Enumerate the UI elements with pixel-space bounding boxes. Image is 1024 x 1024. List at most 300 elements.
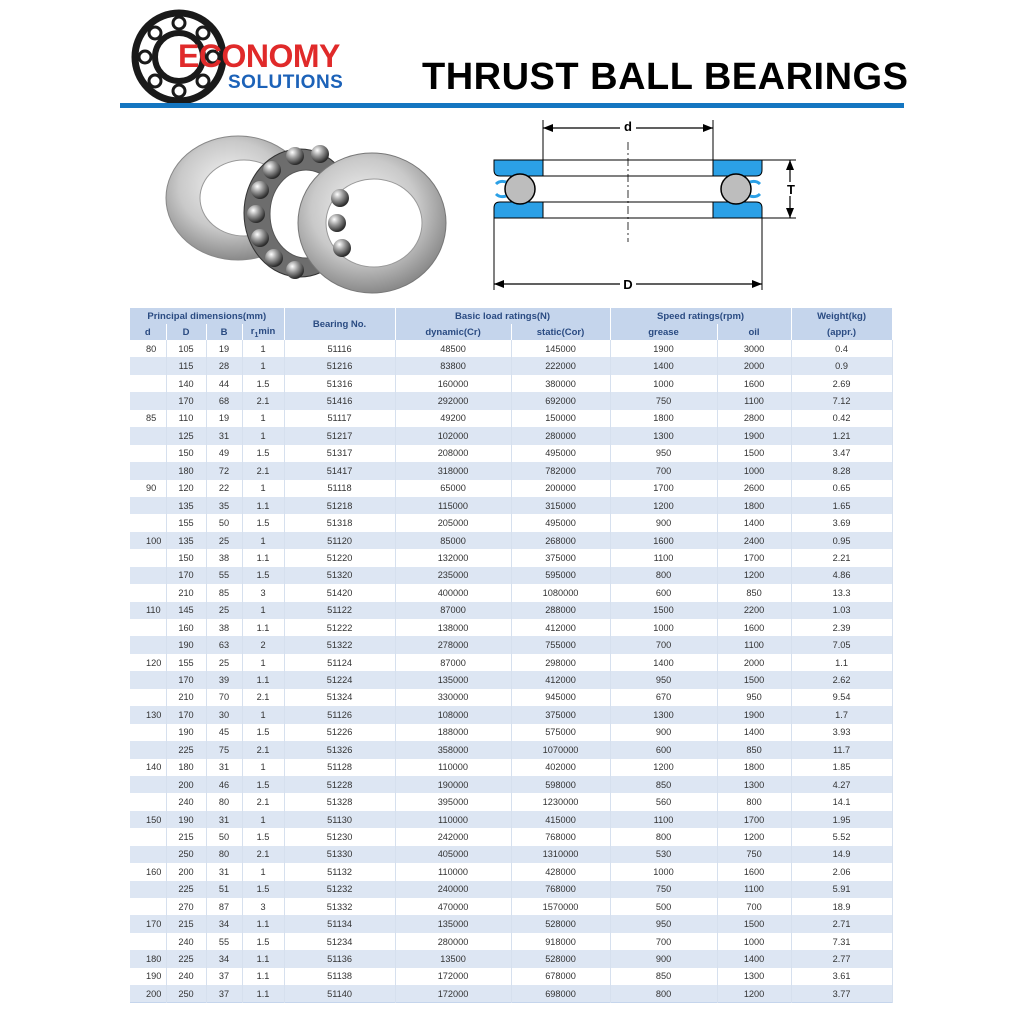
cell-oil: 1600 bbox=[717, 619, 791, 636]
cell-weight: 1.7 bbox=[791, 706, 892, 723]
cell-static: 698000 bbox=[511, 985, 610, 1002]
table-row bbox=[130, 811, 892, 828]
cell-static: 495000 bbox=[511, 445, 610, 462]
cell-weight: 2.21 bbox=[791, 549, 892, 566]
cell-static: 945000 bbox=[511, 689, 610, 706]
cell-grease: 1600 bbox=[610, 532, 717, 549]
table-row bbox=[130, 340, 892, 357]
cell-rmin: 1.5 bbox=[242, 375, 284, 392]
table-row bbox=[130, 514, 892, 531]
table-row bbox=[130, 915, 892, 932]
cell-D: 125 bbox=[166, 427, 206, 444]
cell-B: 50 bbox=[206, 828, 242, 845]
cell-grease: 1400 bbox=[610, 654, 717, 671]
cell-rmin: 1 bbox=[242, 811, 284, 828]
cell-rmin: 1.1 bbox=[242, 497, 284, 514]
cell-bearing-no: 51420 bbox=[284, 584, 395, 601]
cell-d bbox=[130, 741, 166, 758]
cell-bearing-no: 51120 bbox=[284, 532, 395, 549]
cell-static: 1080000 bbox=[511, 584, 610, 601]
cell-oil: 2800 bbox=[717, 410, 791, 427]
cell-d bbox=[130, 793, 166, 810]
cell-d: 160 bbox=[130, 863, 166, 880]
col-grease-header: grease bbox=[610, 324, 717, 340]
cell-grease: 1300 bbox=[610, 427, 717, 444]
cell-dynamic: 172000 bbox=[395, 985, 511, 1002]
cell-grease: 850 bbox=[610, 776, 717, 793]
cell-dynamic: 49200 bbox=[395, 410, 511, 427]
col-B-header: B bbox=[206, 324, 242, 340]
cell-d bbox=[130, 619, 166, 636]
cell-weight: 2.71 bbox=[791, 915, 892, 932]
load-ratings-header: Basic load ratings(N) bbox=[395, 308, 610, 324]
cell-static: 298000 bbox=[511, 654, 610, 671]
cell-rmin: 2.1 bbox=[242, 846, 284, 863]
cell-rmin: 1.5 bbox=[242, 445, 284, 462]
page-title: THRUST BALL BEARINGS bbox=[422, 56, 909, 98]
cell-weight: 7.12 bbox=[791, 392, 892, 409]
cell-rmin: 1.1 bbox=[242, 950, 284, 967]
cell-bearing-no: 51216 bbox=[284, 357, 395, 374]
table-row bbox=[130, 619, 892, 636]
cell-D: 270 bbox=[166, 898, 206, 915]
cell-oil: 1400 bbox=[717, 724, 791, 741]
table-row bbox=[130, 724, 892, 741]
cell-bearing-no: 51326 bbox=[284, 741, 395, 758]
cell-D: 240 bbox=[166, 933, 206, 950]
cell-d bbox=[130, 933, 166, 950]
cell-bearing-no: 51132 bbox=[284, 863, 395, 880]
cell-rmin: 1 bbox=[242, 410, 284, 427]
cell-static: 755000 bbox=[511, 636, 610, 653]
cell-grease: 500 bbox=[610, 898, 717, 915]
cell-D: 200 bbox=[166, 863, 206, 880]
cell-d bbox=[130, 584, 166, 601]
cell-d bbox=[130, 392, 166, 409]
cell-D: 215 bbox=[166, 828, 206, 845]
table-row bbox=[130, 776, 892, 793]
cell-D: 155 bbox=[166, 654, 206, 671]
cell-weight: 1.85 bbox=[791, 759, 892, 776]
cell-static: 315000 bbox=[511, 497, 610, 514]
table-row bbox=[130, 654, 892, 671]
cell-d bbox=[130, 828, 166, 845]
cell-oil: 1100 bbox=[717, 392, 791, 409]
cell-static: 768000 bbox=[511, 828, 610, 845]
cell-dynamic: 318000 bbox=[395, 462, 511, 479]
cell-weight: 1.21 bbox=[791, 427, 892, 444]
cell-D: 190 bbox=[166, 811, 206, 828]
cell-rmin: 1 bbox=[242, 427, 284, 444]
cell-B: 44 bbox=[206, 375, 242, 392]
cell-D: 135 bbox=[166, 532, 206, 549]
cell-weight: 3.77 bbox=[791, 985, 892, 1002]
cell-bearing-no: 51217 bbox=[284, 427, 395, 444]
cell-rmin: 1.1 bbox=[242, 985, 284, 1002]
cell-d: 200 bbox=[130, 985, 166, 1002]
cell-static: 1230000 bbox=[511, 793, 610, 810]
cell-D: 225 bbox=[166, 741, 206, 758]
cell-grease: 1700 bbox=[610, 480, 717, 497]
cell-static: 412000 bbox=[511, 619, 610, 636]
cell-oil: 1900 bbox=[717, 427, 791, 444]
cell-rmin: 1.5 bbox=[242, 724, 284, 741]
table-row bbox=[130, 741, 892, 758]
table-row bbox=[130, 671, 892, 688]
cell-rmin: 1 bbox=[242, 654, 284, 671]
cell-static: 1570000 bbox=[511, 898, 610, 915]
cell-weight: 0.95 bbox=[791, 532, 892, 549]
cell-weight: 14.1 bbox=[791, 793, 892, 810]
cell-dynamic: 358000 bbox=[395, 741, 511, 758]
cell-dynamic: 330000 bbox=[395, 689, 511, 706]
cell-oil: 1700 bbox=[717, 549, 791, 566]
cell-bearing-no: 51220 bbox=[284, 549, 395, 566]
cell-D: 180 bbox=[166, 462, 206, 479]
cell-weight: 8.28 bbox=[791, 462, 892, 479]
cell-rmin: 1 bbox=[242, 340, 284, 357]
cell-d bbox=[130, 671, 166, 688]
cell-B: 38 bbox=[206, 549, 242, 566]
cell-dynamic: 470000 bbox=[395, 898, 511, 915]
cell-dynamic: 110000 bbox=[395, 811, 511, 828]
cell-bearing-no: 51318 bbox=[284, 514, 395, 531]
cell-weight: 7.05 bbox=[791, 636, 892, 653]
cell-oil: 1400 bbox=[717, 514, 791, 531]
dimension-T-label: T bbox=[787, 182, 795, 197]
cell-static: 495000 bbox=[511, 514, 610, 531]
cell-grease: 1100 bbox=[610, 811, 717, 828]
weight-header: Weight(kg) bbox=[791, 308, 892, 324]
cell-B: 25 bbox=[206, 602, 242, 619]
cell-B: 31 bbox=[206, 863, 242, 880]
cell-d bbox=[130, 567, 166, 584]
cell-bearing-no: 51316 bbox=[284, 375, 395, 392]
cell-d: 190 bbox=[130, 968, 166, 985]
cell-dynamic: 135000 bbox=[395, 671, 511, 688]
cell-B: 37 bbox=[206, 968, 242, 985]
cell-oil: 2000 bbox=[717, 357, 791, 374]
cell-dynamic: 48500 bbox=[395, 340, 511, 357]
table-row bbox=[130, 584, 892, 601]
cell-rmin: 1.1 bbox=[242, 549, 284, 566]
cell-oil: 1400 bbox=[717, 950, 791, 967]
cell-dynamic: 138000 bbox=[395, 619, 511, 636]
cell-B: 25 bbox=[206, 654, 242, 671]
cell-dynamic: 208000 bbox=[395, 445, 511, 462]
cell-B: 55 bbox=[206, 567, 242, 584]
cell-B: 34 bbox=[206, 950, 242, 967]
cell-weight: 1.95 bbox=[791, 811, 892, 828]
cell-d: 150 bbox=[130, 811, 166, 828]
table-row bbox=[130, 549, 892, 566]
cell-static: 528000 bbox=[511, 950, 610, 967]
cell-dynamic: 87000 bbox=[395, 602, 511, 619]
cell-grease: 1000 bbox=[610, 375, 717, 392]
cell-D: 240 bbox=[166, 968, 206, 985]
cell-rmin: 2.1 bbox=[242, 793, 284, 810]
cell-rmin: 2 bbox=[242, 636, 284, 653]
cell-bearing-no: 51228 bbox=[284, 776, 395, 793]
cell-d bbox=[130, 881, 166, 898]
cell-rmin: 1 bbox=[242, 863, 284, 880]
cell-static: 380000 bbox=[511, 375, 610, 392]
cell-grease: 700 bbox=[610, 636, 717, 653]
cell-B: 31 bbox=[206, 811, 242, 828]
cell-D: 190 bbox=[166, 636, 206, 653]
cell-weight: 4.86 bbox=[791, 567, 892, 584]
cell-rmin: 1.1 bbox=[242, 619, 284, 636]
cell-D: 170 bbox=[166, 567, 206, 584]
cell-d bbox=[130, 462, 166, 479]
cell-static: 678000 bbox=[511, 968, 610, 985]
cell-D: 250 bbox=[166, 846, 206, 863]
cell-grease: 800 bbox=[610, 985, 717, 1002]
bearing-no-header: Bearing No. bbox=[284, 308, 395, 340]
cell-B: 37 bbox=[206, 985, 242, 1002]
cell-B: 35 bbox=[206, 497, 242, 514]
table-row bbox=[130, 793, 892, 810]
cell-bearing-no: 51130 bbox=[284, 811, 395, 828]
cell-oil: 1300 bbox=[717, 968, 791, 985]
cell-static: 280000 bbox=[511, 427, 610, 444]
cell-bearing-no: 51124 bbox=[284, 654, 395, 671]
cell-B: 70 bbox=[206, 689, 242, 706]
cell-rmin: 1.1 bbox=[242, 671, 284, 688]
cell-bearing-no: 51232 bbox=[284, 881, 395, 898]
cell-dynamic: 110000 bbox=[395, 863, 511, 880]
cell-rmin: 2.1 bbox=[242, 689, 284, 706]
cell-d bbox=[130, 549, 166, 566]
cell-bearing-no: 51136 bbox=[284, 950, 395, 967]
cell-oil: 800 bbox=[717, 793, 791, 810]
cell-grease: 850 bbox=[610, 968, 717, 985]
cell-D: 180 bbox=[166, 759, 206, 776]
cell-D: 215 bbox=[166, 915, 206, 932]
cell-grease: 700 bbox=[610, 933, 717, 950]
cell-dynamic: 13500 bbox=[395, 950, 511, 967]
cell-static: 150000 bbox=[511, 410, 610, 427]
cell-oil: 1500 bbox=[717, 671, 791, 688]
cell-bearing-no: 51416 bbox=[284, 392, 395, 409]
cell-static: 528000 bbox=[511, 915, 610, 932]
cell-weight: 2.62 bbox=[791, 671, 892, 688]
cell-weight: 1.65 bbox=[791, 497, 892, 514]
cell-D: 135 bbox=[166, 497, 206, 514]
cell-D: 190 bbox=[166, 724, 206, 741]
speed-ratings-header: Speed ratings(rpm) bbox=[610, 308, 791, 324]
cell-grease: 560 bbox=[610, 793, 717, 810]
cell-B: 50 bbox=[206, 514, 242, 531]
cell-d bbox=[130, 427, 166, 444]
cell-oil: 1500 bbox=[717, 915, 791, 932]
principal-dimensions-header: Principal dimensions(mm) bbox=[130, 308, 284, 324]
cell-dynamic: 135000 bbox=[395, 915, 511, 932]
cell-bearing-no: 51140 bbox=[284, 985, 395, 1002]
cell-weight: 3.69 bbox=[791, 514, 892, 531]
cell-weight: 0.65 bbox=[791, 480, 892, 497]
cell-weight: 0.42 bbox=[791, 410, 892, 427]
cell-d bbox=[130, 846, 166, 863]
cell-grease: 1300 bbox=[610, 706, 717, 723]
cell-oil: 1600 bbox=[717, 863, 791, 880]
cell-rmin: 1.5 bbox=[242, 514, 284, 531]
cell-rmin: 1.5 bbox=[242, 881, 284, 898]
cell-dynamic: 85000 bbox=[395, 532, 511, 549]
cell-oil: 1200 bbox=[717, 828, 791, 845]
cell-rmin: 1.5 bbox=[242, 776, 284, 793]
cell-bearing-no: 51324 bbox=[284, 689, 395, 706]
cell-static: 1070000 bbox=[511, 741, 610, 758]
cell-bearing-no: 51138 bbox=[284, 968, 395, 985]
cell-B: 72 bbox=[206, 462, 242, 479]
cell-B: 45 bbox=[206, 724, 242, 741]
cell-oil: 2200 bbox=[717, 602, 791, 619]
cell-B: 34 bbox=[206, 915, 242, 932]
cell-bearing-no: 51322 bbox=[284, 636, 395, 653]
cell-B: 25 bbox=[206, 532, 242, 549]
cell-D: 225 bbox=[166, 950, 206, 967]
cell-weight: 5.91 bbox=[791, 881, 892, 898]
cell-grease: 750 bbox=[610, 392, 717, 409]
table-row bbox=[130, 636, 892, 653]
cell-oil: 3000 bbox=[717, 340, 791, 357]
cell-B: 55 bbox=[206, 933, 242, 950]
cell-weight: 5.52 bbox=[791, 828, 892, 845]
cell-d bbox=[130, 689, 166, 706]
cell-d: 140 bbox=[130, 759, 166, 776]
cell-dynamic: 292000 bbox=[395, 392, 511, 409]
cell-oil: 1200 bbox=[717, 567, 791, 584]
table-row bbox=[130, 392, 892, 409]
cell-D: 210 bbox=[166, 689, 206, 706]
cell-dynamic: 115000 bbox=[395, 497, 511, 514]
cell-weight: 2.06 bbox=[791, 863, 892, 880]
cell-grease: 1800 bbox=[610, 410, 717, 427]
table-row bbox=[130, 950, 892, 967]
cell-static: 1310000 bbox=[511, 846, 610, 863]
cell-oil: 1800 bbox=[717, 759, 791, 776]
cell-d: 170 bbox=[130, 915, 166, 932]
cell-rmin: 1 bbox=[242, 706, 284, 723]
cell-grease: 950 bbox=[610, 445, 717, 462]
table-row bbox=[130, 759, 892, 776]
cell-rmin: 1 bbox=[242, 480, 284, 497]
cell-D: 105 bbox=[166, 340, 206, 357]
table-row bbox=[130, 357, 892, 374]
cell-grease: 600 bbox=[610, 741, 717, 758]
cell-d bbox=[130, 357, 166, 374]
cell-rmin: 1 bbox=[242, 602, 284, 619]
cell-D: 150 bbox=[166, 549, 206, 566]
cell-dynamic: 160000 bbox=[395, 375, 511, 392]
cell-weight: 18.9 bbox=[791, 898, 892, 915]
cell-oil: 1900 bbox=[717, 706, 791, 723]
cell-D: 225 bbox=[166, 881, 206, 898]
cell-B: 31 bbox=[206, 759, 242, 776]
cell-static: 692000 bbox=[511, 392, 610, 409]
cell-B: 80 bbox=[206, 846, 242, 863]
cell-weight: 3.93 bbox=[791, 724, 892, 741]
cell-static: 375000 bbox=[511, 706, 610, 723]
cell-D: 250 bbox=[166, 985, 206, 1002]
cell-dynamic: 108000 bbox=[395, 706, 511, 723]
cell-bearing-no: 51320 bbox=[284, 567, 395, 584]
cell-grease: 1500 bbox=[610, 602, 717, 619]
col-rmin-header: $r_1\min$ bbox=[242, 324, 284, 340]
cell-static: 595000 bbox=[511, 567, 610, 584]
cell-grease: 1000 bbox=[610, 619, 717, 636]
cell-d bbox=[130, 375, 166, 392]
cell-oil: 2000 bbox=[717, 654, 791, 671]
cell-dynamic: 132000 bbox=[395, 549, 511, 566]
cell-grease: 530 bbox=[610, 846, 717, 863]
cell-oil: 850 bbox=[717, 584, 791, 601]
table-row bbox=[130, 410, 892, 427]
cell-D: 120 bbox=[166, 480, 206, 497]
cell-oil: 1000 bbox=[717, 462, 791, 479]
cell-D: 140 bbox=[166, 375, 206, 392]
cell-rmin: 1 bbox=[242, 532, 284, 549]
cell-rmin: 1 bbox=[242, 759, 284, 776]
cell-B: 19 bbox=[206, 410, 242, 427]
brand-name-primary: ECONOMY bbox=[178, 38, 340, 74]
col-d-header: d bbox=[130, 324, 166, 340]
cell-weight: 0.4 bbox=[791, 340, 892, 357]
cell-dynamic: 400000 bbox=[395, 584, 511, 601]
cell-rmin: 3 bbox=[242, 898, 284, 915]
cell-dynamic: 87000 bbox=[395, 654, 511, 671]
cell-weight: 9.54 bbox=[791, 689, 892, 706]
cell-bearing-no: 51328 bbox=[284, 793, 395, 810]
cell-oil: 1100 bbox=[717, 636, 791, 653]
cell-dynamic: 65000 bbox=[395, 480, 511, 497]
bearing-cross-section-diagram bbox=[480, 112, 810, 302]
cell-rmin: 1.1 bbox=[242, 915, 284, 932]
table-row bbox=[130, 881, 892, 898]
col-weight-appr-header: (appr.) bbox=[791, 324, 892, 340]
cell-d bbox=[130, 497, 166, 514]
cell-static: 415000 bbox=[511, 811, 610, 828]
table-row bbox=[130, 828, 892, 845]
cell-d: 110 bbox=[130, 602, 166, 619]
cell-bearing-no: 51332 bbox=[284, 898, 395, 915]
cell-D: 110 bbox=[166, 410, 206, 427]
cell-static: 598000 bbox=[511, 776, 610, 793]
cell-rmin: 1.5 bbox=[242, 933, 284, 950]
cell-grease: 800 bbox=[610, 567, 717, 584]
dimension-d-label: d bbox=[624, 119, 632, 134]
table-row bbox=[130, 985, 892, 1002]
cell-B: 68 bbox=[206, 392, 242, 409]
cell-D: 170 bbox=[166, 392, 206, 409]
cell-dynamic: 280000 bbox=[395, 933, 511, 950]
table-row bbox=[130, 863, 892, 880]
cell-grease: 600 bbox=[610, 584, 717, 601]
cell-weight: 7.31 bbox=[791, 933, 892, 950]
cell-d: 90 bbox=[130, 480, 166, 497]
cell-rmin: 1.1 bbox=[242, 968, 284, 985]
cell-static: 222000 bbox=[511, 357, 610, 374]
cell-weight: 2.69 bbox=[791, 375, 892, 392]
cell-d bbox=[130, 636, 166, 653]
cell-bearing-no: 51116 bbox=[284, 340, 395, 357]
cell-d: 130 bbox=[130, 706, 166, 723]
cell-B: 87 bbox=[206, 898, 242, 915]
cell-B: 30 bbox=[206, 706, 242, 723]
cell-oil: 2400 bbox=[717, 532, 791, 549]
cell-grease: 900 bbox=[610, 950, 717, 967]
